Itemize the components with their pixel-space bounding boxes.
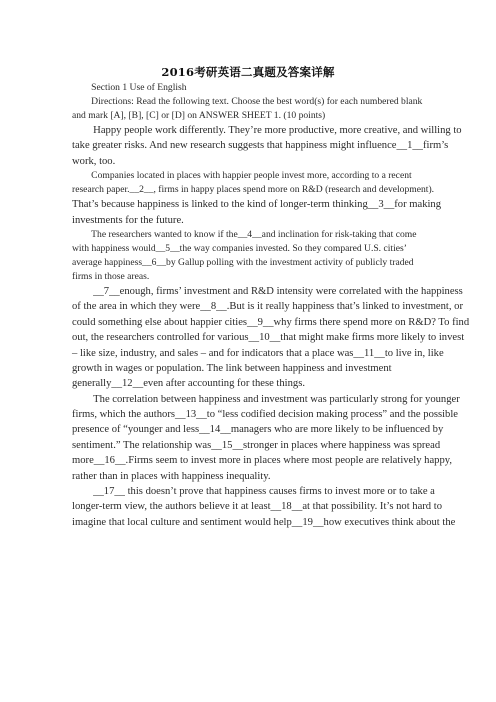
text-line: average happiness__6__by Gallup polling with the investment activity of publicly traded (72, 256, 414, 268)
text-line: Directions: Read the following text. Choose the best word(s) for each numbered blank (72, 96, 423, 107)
text-line: That’s because happiness is linked to the kind of longer-term thinking__3__for making (72, 199, 442, 211)
text-line: more__16__.Firms seem to invest more in places where most people are relatively happy, (72, 455, 452, 467)
text-line: generally__12__even after accounting for these things. (72, 378, 305, 390)
text-line: firms in those areas. (72, 270, 150, 282)
document-title: 2016考研英语二真题及答案详解 (161, 65, 335, 79)
text-line: sentiment.” The relationship was__15__stronger in places where happiness was spread (72, 439, 441, 451)
paragraph (72, 197, 442, 228)
text-line: growth in wages or population. The link between happiness and investment (72, 362, 392, 374)
text-line: and mark [A], [B], [C] or [D] on ANSWER SHEET 1. (10 points) (72, 110, 326, 121)
text-line: Happy people work differently. They’re more productive, more creative, and willing to (72, 125, 462, 136)
text-line: research paper.__2__, firms in happy places spend more on R&D (research and development). (72, 184, 435, 196)
text-line: longer-term view, the authors believe it at least__18__at that possibility. It’s not hard to (72, 501, 442, 513)
text-line: with happiness would__5__the way companies invested. So they compared U.S. cities’ (72, 242, 407, 254)
text-line: investments for the future. (72, 214, 184, 226)
text-line: firms, which the authors__13__to “less codified decision making process” and the possible (72, 409, 458, 421)
document-body (72, 81, 470, 530)
paragraph (72, 392, 460, 484)
text-line: imagine that local culture and sentiment would help__19__how executives think about the (72, 516, 456, 528)
text-line: Section 1 Use of English (72, 82, 187, 93)
paragraph (72, 95, 424, 123)
paragraph (72, 484, 456, 530)
text-line: presence of “younger and less__14__managers who are more likely to be influenced by (72, 424, 444, 436)
text-line: __17__ this doesn’t prove that happiness causes firms to invest more or to take a (72, 486, 435, 498)
text-line: – like size, industry, and sales – and for indicators that a place was__11__to live in, like (72, 347, 444, 359)
paragraph (72, 284, 470, 392)
text-line: out, the researchers controlled for various__10__that might make firms more likely to invest (72, 332, 465, 344)
paragraph (72, 123, 462, 169)
text-line: work, too. (72, 155, 116, 167)
text-line: rather than in places with happiness inequality. (72, 470, 271, 482)
paragraph (72, 169, 435, 197)
text-line: The researchers wanted to know if the__4__and inclination for risk-taking that come (72, 228, 417, 240)
text-line: The correlation between happiness and investment was particularly strong for younger (72, 393, 460, 405)
text-line: __7__enough, firms’ investment and R&D intensity were correlated with the happiness (72, 285, 463, 297)
text-line: could something else about happier cities__9__why firms there spend more on R&D? To find (72, 316, 470, 328)
paragraph (72, 81, 424, 95)
paragraph (72, 228, 424, 284)
text-line: Companies located in places with happier people invest more, according to a recent (72, 170, 412, 182)
text-line: of the area in which they were__8__.But is it really happiness that’s linked to investment, or (72, 301, 463, 313)
text-line: take greater risks. And new research suggests that happiness might influence__1__firm’s (72, 140, 449, 152)
